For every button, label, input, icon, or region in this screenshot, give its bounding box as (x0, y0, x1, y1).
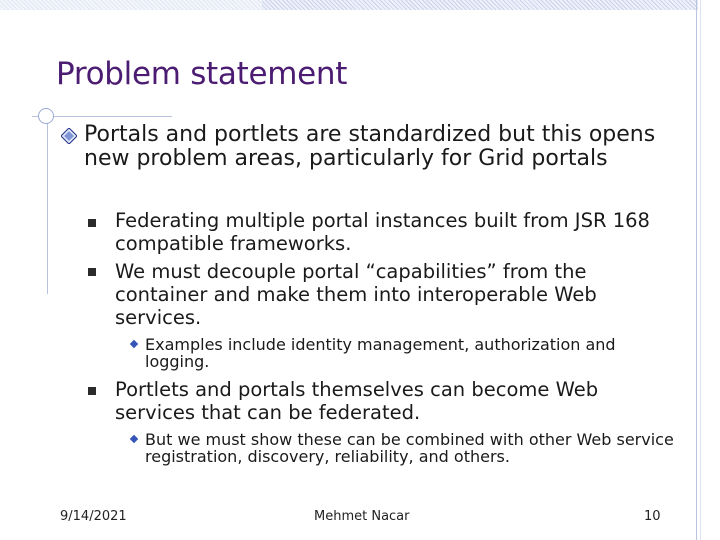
footer-page-number: 10 (644, 509, 661, 524)
top-decoration-bar-right (262, 0, 698, 10)
small-diamond-bullet-icon (130, 435, 138, 443)
corner-circle-decoration (38, 108, 54, 124)
slide-title: Problem statement (56, 56, 348, 92)
top-decoration-bar-left (0, 0, 262, 10)
footer-author: Mehmet Nacar (314, 509, 410, 524)
square-bullet-icon (88, 219, 96, 227)
right-decoration-line (696, 0, 697, 540)
left-decoration-line (47, 108, 48, 294)
small-diamond-bullet-icon (130, 340, 138, 348)
sub-sub-bullet-2-text: But we must show these can be combined with other Web service registration, discovery, reliability, and others. (145, 430, 674, 466)
sub-bullet-2-text: We must decouple portal “capabilities” from the container and make them into interoperable Web services. (115, 260, 597, 329)
square-bullet-icon (88, 387, 96, 395)
main-bullet-text: Portals and portlets are standardized but this opens new problem areas, particularly for Grid portals (84, 122, 656, 171)
sub-sub-bullet-1-text: Examples include identity management, authorization and logging. (145, 335, 616, 371)
square-bullet-icon (88, 268, 96, 276)
footer-date: 9/14/2021 (60, 509, 127, 524)
sub-bullet-1-text: Federating multiple portal instances built from JSR 168 compatible frameworks. (115, 209, 650, 255)
sub-bullet-3-text: Portlets and portals themselves can become Web services that can be federated. (115, 378, 599, 424)
right-decoration-line-secondary (700, 0, 701, 540)
diamond-bullet-icon (61, 128, 77, 144)
